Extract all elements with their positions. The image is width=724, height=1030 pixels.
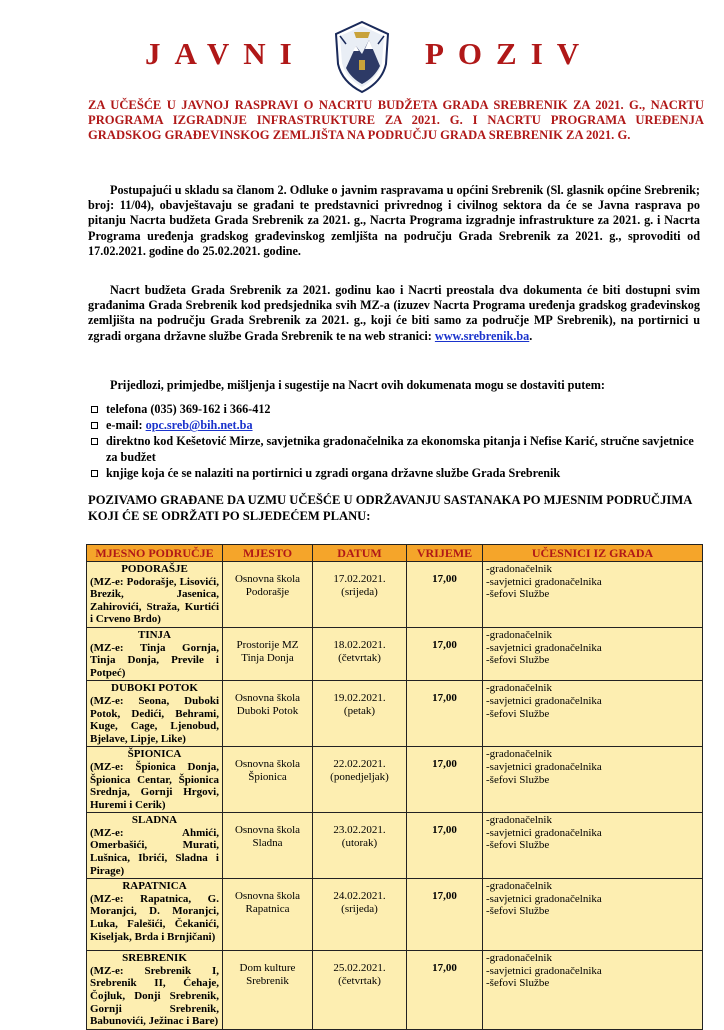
cell-date [313,681,407,747]
day-value: (četvrtak) [338,974,381,987]
cell-date [313,562,407,628]
time-value: 17,00 [432,758,457,771]
date-value: 18.02.2021. [333,638,386,651]
cell-area [87,681,223,747]
checkbox-bullet-icon [91,406,98,413]
cell-time [407,879,483,951]
participant-advisors: -savjetnici gradonačelnika [486,826,602,839]
cell-area [87,813,223,879]
cell-area [87,747,223,813]
area-name: SLADNA [131,814,178,827]
day-value: (srijeda) [341,902,378,915]
place-line-1: Osnovna škola [234,573,301,585]
place-line-1: Osnovna škola [234,758,301,771]
checkbox-bullet-icon [91,422,98,429]
date-value: 25.02.2021. [333,962,386,975]
cell-participants [483,951,703,1030]
participant-advisors: -savjetnici gradonačelnika [486,892,602,905]
time-value: 17,00 [432,692,457,705]
cell-participants [483,879,703,951]
cell-time [407,681,483,747]
cell-date [313,627,407,680]
cell-place [223,951,313,1030]
list-item-book [88,466,700,481]
table-row [87,681,703,747]
time-value: 17,00 [432,890,457,903]
cell-area [87,627,223,680]
list-item-email [88,418,700,433]
participant-advisors: -savjetnici gradonačelnika [486,760,602,773]
email-label: e-mail: [106,418,146,433]
participant-mayor: -gradonačelnik [486,880,552,893]
time-value: 17,00 [432,638,457,651]
place-line-1: Osnovna škola [234,692,301,705]
cell-participants [483,562,703,628]
cell-area [87,562,223,628]
area-name: TINJA [137,628,171,641]
header-area: MJESNO PODRUČJE [87,545,223,562]
time-value: 17,00 [432,573,457,585]
participant-mayor: -gradonačelnik [486,563,552,575]
participant-heads: -šefovi Službe [486,588,550,601]
place-line-2: Tinja Donja [241,651,294,664]
place-line-2: Srebrenik [246,974,289,987]
website-link[interactable]: www.srebrenik.ba [434,328,530,343]
participant-mayor: -gradonačelnik [486,748,552,761]
area-name: PODORAŠJE [121,563,188,575]
phone-text: telefona (035) 369-162 i 366-412 [106,402,271,416]
cell-date [313,951,407,1030]
place-line-1: Dom kulture [239,962,296,975]
day-value: (utorak) [341,836,378,849]
cell-date [313,879,407,951]
submission-paragraph: Prijedlozi, primjedbe, mišljenja i sugestije na Nacrt ovih dokumenata mogu se dostaviti putem: [110,378,605,392]
cell-place [223,681,313,747]
meeting-schedule-table [86,544,703,1030]
area-name: RAPATNICA [122,880,187,893]
intro-paragraph: Postupajući u skladu sa članom 2. Odluke o javnim raspravama u općini Srebrenik (Sl. glasnik općine Srebrenik; broj: 11/04), obavještavaju se građani te predstavnici privrednog i civilnog sektora da će se Javna rasprava po pitanju Nacrta budžeta Grada Srebrenik za 2021. g., Nacrta Programa izgradnje infrastrukture za 2021. g. i Nacrta Programa uređenja gradskog građevinskog zemljišta na području Grada Srebrenik za 2021. g., sprovoditi od 17.02.2021. godine do 25.02.2021. godine. [88,183,700,258]
place-line-2: Podorašje [245,585,290,598]
date-value: 19.02.2021. [333,692,386,705]
checkbox-bullet-icon [91,470,98,477]
participant-heads: -šefovi Službe [486,654,550,667]
cell-participants [483,681,703,747]
place-line-1: Prostorije MZ [236,638,299,651]
place-line-1: Osnovna škola [234,824,301,837]
participant-advisors: -savjetnici gradonačelnika [486,641,602,654]
participant-mayor: -gradonačelnik [486,814,552,827]
cell-time [407,627,483,680]
area-name: ŠPIONICA [127,748,182,761]
date-value: 23.02.2021. [333,824,386,837]
title-word-javni: JAVNI [145,36,306,71]
place-line-2: Rapatnica [245,902,290,915]
day-value: (četvrtak) [338,651,381,664]
cell-place [223,747,313,813]
header-date: DATUM [313,545,407,562]
table-row [87,562,703,628]
cell-time [407,747,483,813]
table-row [87,747,703,813]
cell-area [87,951,223,1030]
availability-end: . [529,328,533,343]
participant-mayor: -gradonačelnik [486,682,552,695]
date-value: 22.02.2021. [333,758,386,771]
participant-advisors: -savjetnici gradonačelnika [486,964,602,977]
header-time: VRIJEME [407,545,483,562]
cell-participants [483,747,703,813]
coat-of-arms-icon [332,20,392,94]
invitation-heading: POZIVAMO GRAĐANE DA UZMU UČEŠĆE U ODRŽAVANJU SASTANAKA PO MJESNIM PODRUČJIMA KOJI ĆE SE ODRŽATI PO SLJEDEĆEM PLANU: [88,493,692,523]
table-row [87,879,703,951]
direct-text: direktno kod Kešetović Mirze, savjetnika gradonačelnika za ekonomska pitanja i Nefise Karić, stručne savjetnice za budžet [106,434,694,464]
email-link[interactable]: opc.sreb@bih.net.ba [145,418,253,433]
cell-participants [483,813,703,879]
area-communities: (MZ-e: Srebrenik I, Srebrenik II, Ćehaje, Čojluk, Donji Srebrenik, Gornji Srebrenik, Babunovići, Ježinac i Bare) [90,964,219,1028]
place-line-2: Duboki Potok [236,704,299,717]
list-item-phone [88,402,700,417]
place-line-2: Sladna [252,836,283,849]
area-communities: (MZ-e: Ahmići, Omerbašići, Murati, Lušnica, Ibrići, Sladna i Pirage) [90,826,219,877]
availability-paragraph [88,283,700,344]
title-word-poziv: POZIV [425,36,594,71]
table-row [87,951,703,1030]
day-value: (petak) [343,704,376,717]
cell-place [223,813,313,879]
area-communities: (MZ-e: Rapatnica, G. Moranjci, D. Moranjci, Luka, Falešići, Čekanići, Kiseljak, Brda i Brnjičani) [90,892,219,943]
cell-date [313,747,407,813]
book-text: knjige koja će se nalaziti na portirnici u zgradi organa državne službe Grada Srebrenik [106,465,561,480]
place-line-2: Špionica [248,770,287,783]
cell-place [223,627,313,680]
table-row [87,813,703,879]
area-communities: (MZ-e: Seona, Duboki Potok, Dedići, Behrami, Kuge, Cage, Ljenobud, Bjelave, Lipje, Like) [90,694,219,745]
participant-mayor: -gradonačelnik [486,628,552,641]
cell-time [407,951,483,1030]
header-participants: UČESNICI IZ GRADA [483,545,703,562]
date-value: 17.02.2021. [333,573,386,585]
cell-time [407,813,483,879]
participant-advisors: -savjetnici gradonačelnika [486,575,602,588]
participant-heads: -šefovi Službe [486,905,550,918]
table-row [87,627,703,680]
participant-heads: -šefovi Službe [486,773,550,786]
table-body [87,562,703,1030]
cell-date [313,813,407,879]
cell-participants [483,627,703,680]
day-value: (ponedjeljak) [330,770,389,783]
area-name: DUBOKI POTOK [111,682,198,695]
place-line-1: Osnovna škola [234,890,301,903]
time-value: 17,00 [432,824,457,837]
list-item-direct [88,434,700,464]
checkbox-bullet-icon [91,438,98,445]
notice-subtitle: ZA UČEŠĆE U JAVNOJ RASPRAVI O NACRTU BUDŽETA GRADA SREBRENIK ZA 2021. G., NACRTU PROGRAMA IZGRADNJE INFRASTRUKTURE ZA 2021. G. I NACRTU PROGRAMA UREĐENJA GRADSKOG GRAĐEVINSKOG ZEMLJIŠTA NA PODRUČJU GRADA SREBRENIK ZA 2021. G. [88,98,704,142]
header-place: MJESTO [223,545,313,562]
participant-heads: -šefovi Službe [486,839,550,852]
cell-area [87,879,223,951]
area-communities: (MZ-e: Podorašje, Lisovići, Brezik, Jasenica, Zahirovići, Straža, Kurtići i Crveno Brdo) [90,575,219,626]
participant-heads: -šefovi Službe [486,977,550,990]
time-value: 17,00 [432,962,457,975]
participant-heads: -šefovi Službe [486,707,550,720]
submission-methods-list [88,402,700,482]
area-communities: (MZ-e: Tinja Gornja, Tinja Donja, Previle i Potpeć) [90,641,219,679]
cell-place [223,562,313,628]
area-communities: (MZ-e: Špionica Donja, Špionica Centar, Špionica Srednja, Gornji Hrgovi, Huremi i Cerik) [90,760,219,811]
date-value: 24.02.2021. [333,890,386,903]
availability-text: Nacrt budžeta Grada Srebrenik za 2021. godinu kao i Nacrti preostala dva dokumenta će biti dostupni svim građanima Grada Srebrenik kod predsjednika svih MZ-a (izuzev Nacrta Programa uređenja gradskog građevinskog zemljišta na području Grada Srebrenik za 2021. g., koji će biti samo za područje MP Srebrenik), na portirnici u zgradi organa državne službe Grada Srebrenik te na web stranici: [88,283,700,343]
participant-mayor: -gradonačelnik [486,952,552,965]
participant-advisors: -savjetnici gradonačelnika [486,694,602,707]
area-name: SREBRENIK [122,952,187,965]
cell-place [223,879,313,951]
table-header-row [87,545,703,562]
day-value: (srijeda) [341,585,378,598]
cell-time [407,562,483,628]
